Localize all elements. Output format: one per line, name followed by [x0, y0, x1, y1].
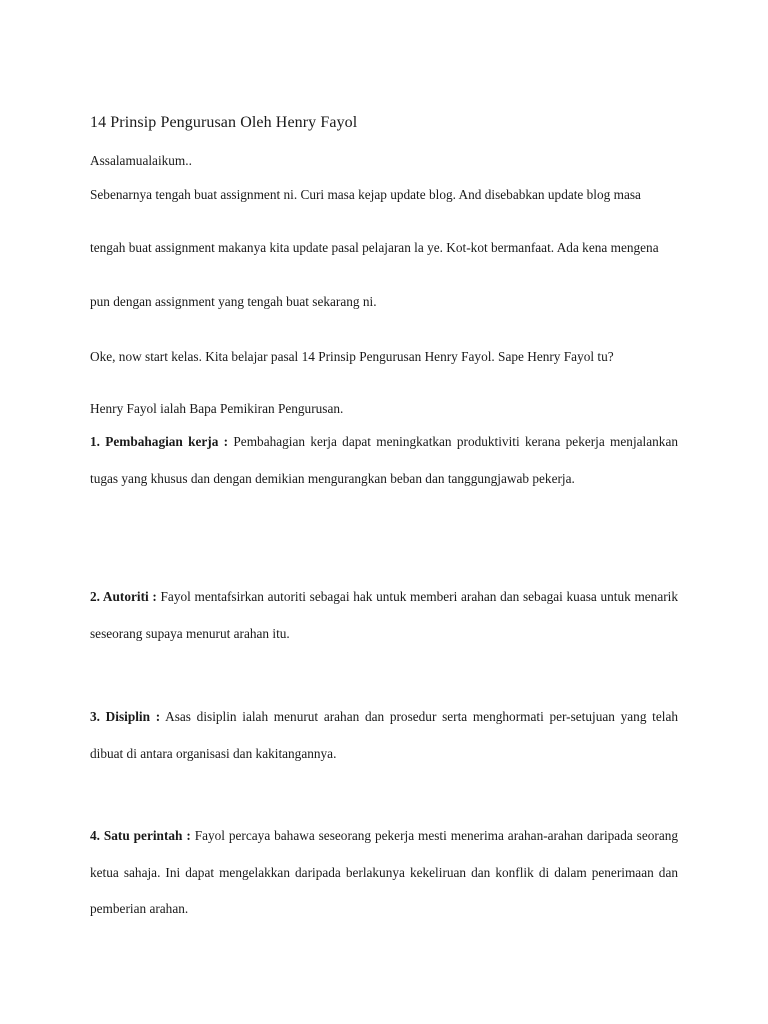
principle-4-text: Fayol percaya bahawa seseorang pekerja mesti menerima arahan-arahan daripada seorang ketua sahaja. Ini dapat mengelakkan daripada berlakunya kekeliruan dan konflik di dalam penerimaan dan pemberian arahan. — [90, 828, 679, 916]
principle-2 — [90, 579, 678, 652]
principle-4 — [90, 818, 678, 928]
principle-2-text: Fayol mentafsirkan autoriti sebagai hak untuk memberi arahan dan sebagai kuasa untuk menarik seseorang supaya menurut arahan itu. — [90, 589, 679, 641]
intro-paragraph-3: pun dengan assignment yang tengah buat sekarang ni. — [90, 294, 377, 309]
principle-3-text: Asas disiplin ialah menurut arahan dan prosedur serta menghormati per-setujuan yang telah dibuat di antara organisasi dan kakitangannya. — [90, 709, 679, 761]
document-title: 14 Prinsip Pengurusan Oleh Henry Fayol — [90, 114, 358, 131]
intro-paragraph-2: tengah buat assignment makanya kita update pasal pelajaran la ye. Kot-kot bermanfaat. Ada kena mengena — [90, 240, 659, 255]
intro-paragraph-1: Sebenarnya tengah buat assignment ni. Curi masa kejap update blog. And disebabkan update blog masa — [90, 187, 641, 202]
principle-1-text: Pembahagian kerja dapat meningkatkan produktiviti kerana pekerja menjalankan tugas yang khusus dan dengan demikian mengurangkan beban dan tanggungjawab pekerja. — [90, 434, 678, 486]
principle-1 — [90, 424, 678, 497]
greeting-paragraph: Assalamualaikum.. — [90, 153, 192, 168]
principle-1-label: 1. Pembahagian kerja : — [90, 434, 229, 449]
intro-paragraph-4: Oke, now start kelas. Kita belajar pasal 14 Prinsip Pengurusan Henry Fayol. Sape Henry Fayol tu? — [90, 349, 614, 364]
intro-paragraph-5: Henry Fayol ialah Bapa Pemikiran Pengurusan. — [90, 401, 344, 416]
principle-2-label: 2. Autoriti : — [90, 589, 157, 604]
principle-3-label: 3. Disiplin : — [90, 709, 161, 724]
principle-4-label: 4. Satu perintah : — [90, 828, 191, 843]
principle-3 — [90, 699, 678, 772]
